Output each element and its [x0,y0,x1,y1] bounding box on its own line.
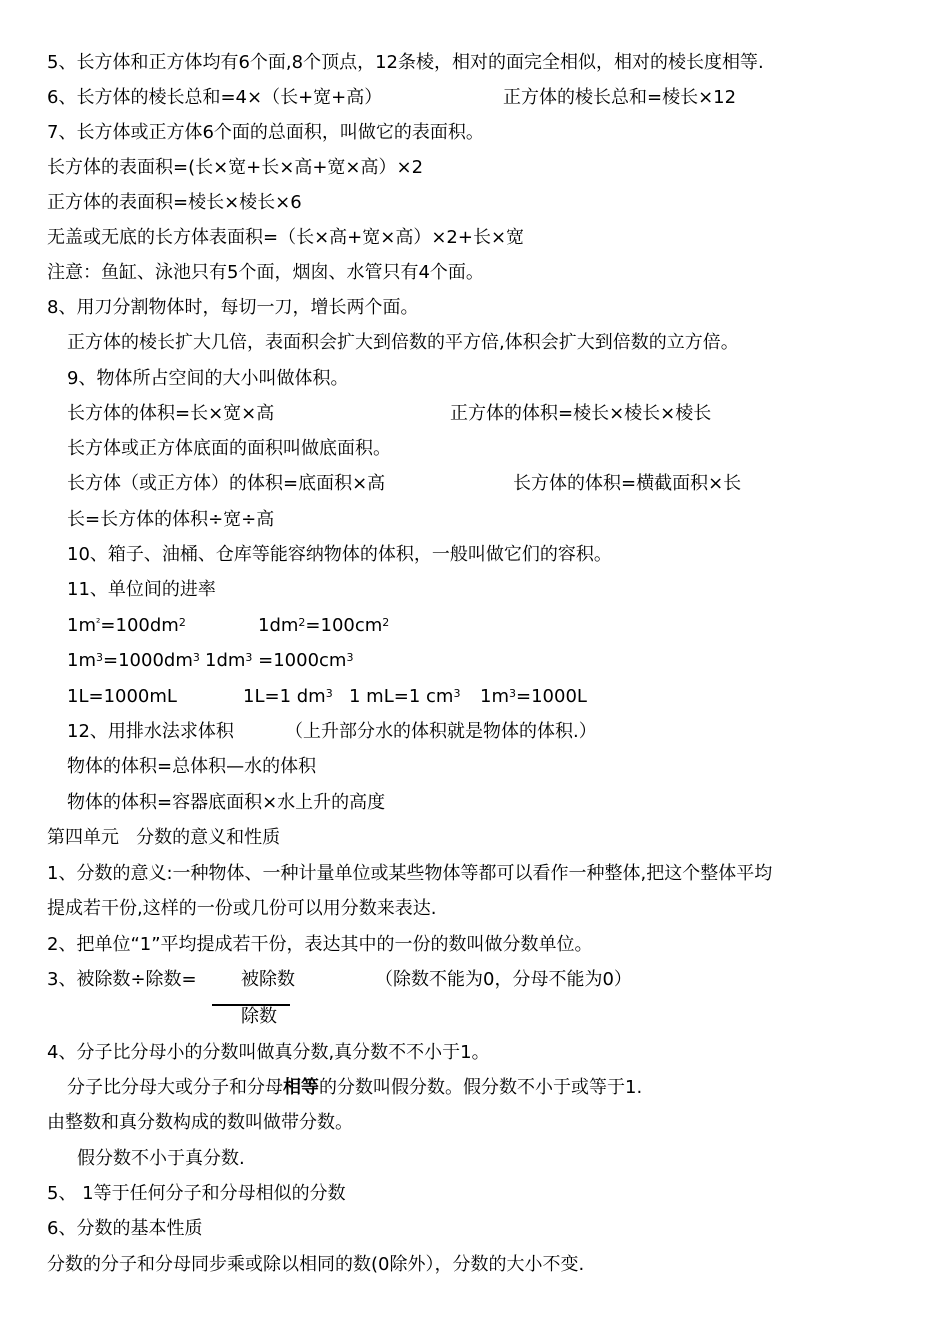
text-line: 6、分数的基本性质 [47,1218,203,1239]
text-line: 提成若干份,这样的一份或几份可以用分数来表达. [47,898,437,919]
text-line: 由整数和真分数构成的数叫做带分数。 [47,1112,353,1133]
unit-formula: 1L=1 $dm^3$ [243,686,333,707]
text-line: 假分数不小于真分数. [77,1148,245,1169]
text-line: 物体的体积=总体积—水的体积 [67,756,317,777]
text-line: 分数的分子和分母同步乘或除以相同的数(0除外），分数的大小不变. [47,1254,585,1275]
text-line: 分子比分母大或分子和分母相等的分数叫假分数。假分数不小于或等于1. [67,1077,643,1098]
unit-formula: 1 mL=1 $cm^3$ [349,686,461,707]
text-line: 6、长方体的棱长总和=4×（长+宽+高） [47,87,383,108]
text-line: 5、 1等于任何分子和分母相似的分数 [47,1183,346,1204]
text-line: 正方体的表面积=棱长×棱长×6 [47,192,302,213]
text-line: 正方体的体积=棱长×棱长×棱长 [450,403,712,424]
text-line: 9、物体所占空间的大小叫做体积。 [67,368,349,389]
unit-formula: $1dm^2=100cm^2$ [258,615,390,636]
text-line: 正方体的棱长扩大几倍，表面积会扩大到倍数的平方倍,体积会扩大到倍数的立方倍。 [67,332,739,353]
text-line: 长=长方体的体积÷宽÷高 [67,509,275,530]
unit-formula: $1m^3=1000L$ [480,686,587,707]
text-line: 7、长方体或正方体6个面的总面积，叫做它的表面积。 [47,122,484,143]
unit-formula: $1m^{^2}=100dm^2$ [67,615,186,636]
fraction-denominator: 除数 [241,1006,277,1027]
text-line: 长方体的体积=横截面积×长 [513,473,742,494]
text-line: 5、长方体和正方体均有6个面,8个顶点，12条棱，相对的面完全相似，相对的棱长度相等. [47,52,764,73]
text-line: （上升部分水的体积就是物体的体积.） [285,721,597,742]
text-line: 8、用刀分割物体时，每切一刀，增长两个面。 [47,297,419,318]
text-line: 10、箱子、油桶、仓库等能容纳物体的体积，一般叫做它们的容积。 [67,544,612,565]
text-line: 1、分数的意义:一种物体、一种计量单位或某些物体等都可以看作一种整体,把这个整体平均 [47,863,773,884]
unit-formula: $1m^3=1000dm^3$ [67,650,200,671]
text-line: 3、被除数÷除数= [47,969,197,990]
unit-formula: $1dm^3 =1000cm^3$ [205,650,354,671]
text-line: 11、单位间的进率 [67,579,216,600]
text-line: 长方体或正方体底面的面积叫做底面积。 [67,438,391,459]
text-line: 12、用排水法求体积 [67,721,234,742]
unit-formula: 1L=1000mL [67,686,177,707]
text-line: （除数不能为0，分母不能为0） [375,969,632,990]
section-heading: 第四单元 分数的意义和性质 [47,827,281,848]
text-line: 物体的体积=容器底面积×水上升的高度 [67,792,386,813]
text-line: 长方体的体积=长×宽×高 [67,403,275,424]
text-line: 4、分子比分母小的分数叫做真分数,真分数不不小于1。 [47,1042,490,1063]
text-line: 正方体的棱长总和=棱长×12 [503,87,737,108]
text-line: 长方体（或正方体）的体积=底面积×高 [67,473,386,494]
text-line: 无盖或无底的长方体表面积=（长×高+宽×高）×2+长×宽 [47,227,525,248]
text-line: 2、把单位“1”平均提成若干份，表达其中的一份的数叫做分数单位。 [47,934,593,955]
text-line: 长方体的表面积=(长×宽+长×高+宽×高）×2 [47,157,424,178]
text-line: 注意：鱼缸、泳池只有5个面，烟囱、水管只有4个面。 [47,262,484,283]
fraction-numerator: 被除数 [241,969,295,990]
